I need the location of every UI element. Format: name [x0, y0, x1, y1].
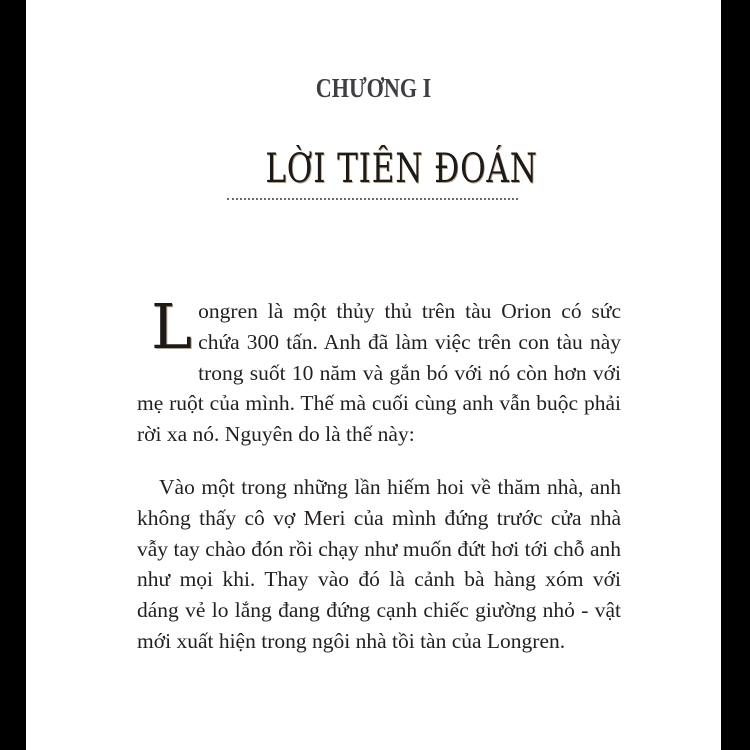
drop-cap-letter: L [151, 290, 193, 363]
book-page [26, 0, 721, 750]
chapter-title: LỜI TIÊN ĐOÁN [265, 146, 538, 192]
paragraph-2-text: Vào một trong những lần hiếm hoi về thăm nhà, anh không thấy cô vợ Meri của mình đứng trước cửa nhà vẫy tay chào đón rồi chạy như muốn đứt hơi tới chỗ anh như mọi khi. Thay vào đó là cảnh bà hàng xóm với dáng vẻ lo lắng đang đứng cạnh chiếc giường nhỏ - vật mới xuất hiện trong ngôi nhà tồi tàn của Longren. [137, 474, 621, 653]
paragraph-1 [137, 290, 621, 450]
paragraph-2 [137, 472, 621, 657]
chapter-title-container [227, 146, 538, 192]
paragraph-1-text: ongren là một thủy thủ trên tàu Orion có sức chứa 300 tấn. Anh đã làm việc trên con tàu này trong suốt 10 năm và gắn bó với nó còn hơn với mẹ ruột của mình. Thế mà cuối cùng anh vẫn buộc phải rời xa nó. Nguyên do là thế này: [137, 299, 621, 447]
chapter-body [137, 290, 621, 657]
chapter-label: CHƯƠNG I [315, 73, 432, 103]
title-dotted-underline [227, 198, 518, 200]
